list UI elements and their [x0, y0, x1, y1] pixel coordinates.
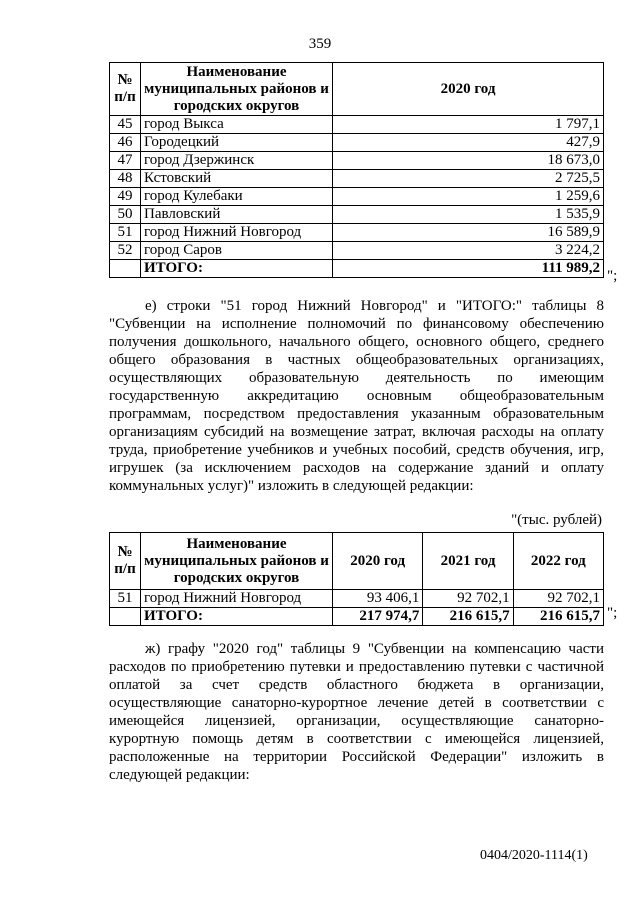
table-row — [110, 590, 604, 608]
table-row — [110, 242, 604, 260]
municipality-name: Городецкий — [141, 134, 333, 152]
value-2022: 92 702,1 — [513, 590, 603, 608]
row-number: 46 — [110, 134, 141, 152]
table-row — [110, 206, 604, 224]
row-number: 47 — [110, 152, 141, 170]
row-number: 50 — [110, 206, 141, 224]
total-label: ИТОГО: — [141, 260, 333, 278]
paragraph-zh: ж) графу "2020 год" таблицы 9 "Субвенции на компенсацию части расходов по приобретению путевки и предоставлению путевки с частичной оплатой за счет средств областного бюджета в организации, осуществляющие санаторно-курортное лечение детей в соответствии с имеющейся лицензией, организации, осуществляющие санаторно-курортную помощь детям в соответствии с имеющейся лицензией, расположенные на территории Российской Федерации" изложить в следующей редакции: — [109, 641, 604, 783]
row-number: 51 — [110, 590, 141, 608]
column-header-2020: 2020 год — [333, 533, 423, 590]
empty-cell — [110, 260, 141, 278]
row-number: 45 — [110, 116, 141, 134]
table-subventions-2020-2022 — [109, 532, 604, 626]
paragraph-e: е) строки "51 город Нижний Новгород" и "ИТОГО:" таблицы 8 "Субвенции на исполнение полномочий по финансовому обеспечению получения дошкольного, начального общего, основного общего, среднего общего образования в частных общеобразовательных организациях, осуществляющих образовательную деятельность по имеющим государственную аккредитацию основным общеобразовательным программам, посредством предоставления указанным образовательным организациям субсидий на возмещение затрат, включая расходы на оплату труда, приобретение учебников и учебных пособий, средств обучения, игр, игрушек (за исключением расходов на содержание зданий и оплату коммунальных услуг)" изложить в следующей редакции: — [109, 298, 604, 494]
column-header-number: № п/п — [110, 63, 141, 116]
row-number: 52 — [110, 242, 141, 260]
total-value-2021: 216 615,7 — [423, 608, 513, 626]
document-code: 0404/2020-1114(1) — [480, 848, 588, 863]
value-2020: 1 797,1 — [333, 116, 604, 134]
municipality-name: город Нижний Новгород — [141, 224, 333, 242]
table-row — [110, 116, 604, 134]
total-value-2022: 216 615,7 — [513, 608, 603, 626]
row-number: 51 — [110, 224, 141, 242]
total-value-2020: 111 989,2 — [333, 260, 604, 278]
column-header-2020: 2020 год — [333, 63, 604, 116]
municipality-name: город Дзержинск — [141, 152, 333, 170]
total-row — [110, 260, 604, 278]
table-header-row — [110, 533, 604, 590]
value-2021: 92 702,1 — [423, 590, 513, 608]
table-header-row — [110, 63, 604, 116]
value-2020: 18 673,0 — [333, 152, 604, 170]
column-header-name: Наименование муниципальных районов и городских округов — [141, 63, 333, 116]
value-2020: 3 224,2 — [333, 242, 604, 260]
municipality-name: Кстовский — [141, 170, 333, 188]
value-2020: 427,9 — [333, 134, 604, 152]
table-subventions-2020 — [109, 62, 604, 278]
municipality-name: город Нижний Новгород — [141, 590, 333, 608]
table-row — [110, 170, 604, 188]
table-row — [110, 188, 604, 206]
column-header-2021: 2021 год — [423, 533, 513, 590]
municipality-name: город Выкса — [141, 116, 333, 134]
column-header-name: Наименование муниципальных районов и городских округов — [141, 533, 333, 590]
total-label: ИТОГО: — [141, 608, 333, 626]
value-2020: 1 259,6 — [333, 188, 604, 206]
value-2020: 2 725,5 — [333, 170, 604, 188]
value-2020: 16 589,9 — [333, 224, 604, 242]
table2-closing-quote: "; — [607, 605, 618, 621]
empty-cell — [110, 608, 141, 626]
value-2020: 1 535,9 — [333, 206, 604, 224]
municipality-name: город Саров — [141, 242, 333, 260]
table-row — [110, 134, 604, 152]
table1-closing-quote: "; — [607, 268, 618, 284]
total-row — [110, 608, 604, 626]
municipality-name: Павловский — [141, 206, 333, 224]
table-row — [110, 152, 604, 170]
table-row — [110, 224, 604, 242]
column-header-number: № п/п — [110, 533, 141, 590]
row-number: 48 — [110, 170, 141, 188]
total-value-2020: 217 974,7 — [333, 608, 423, 626]
municipality-name: город Кулебаки — [141, 188, 333, 206]
page-number: 359 — [308, 36, 332, 52]
value-2020: 93 406,1 — [333, 590, 423, 608]
unit-label: "(тыс. рублей) — [511, 512, 602, 528]
row-number: 49 — [110, 188, 141, 206]
column-header-2022: 2022 год — [513, 533, 603, 590]
